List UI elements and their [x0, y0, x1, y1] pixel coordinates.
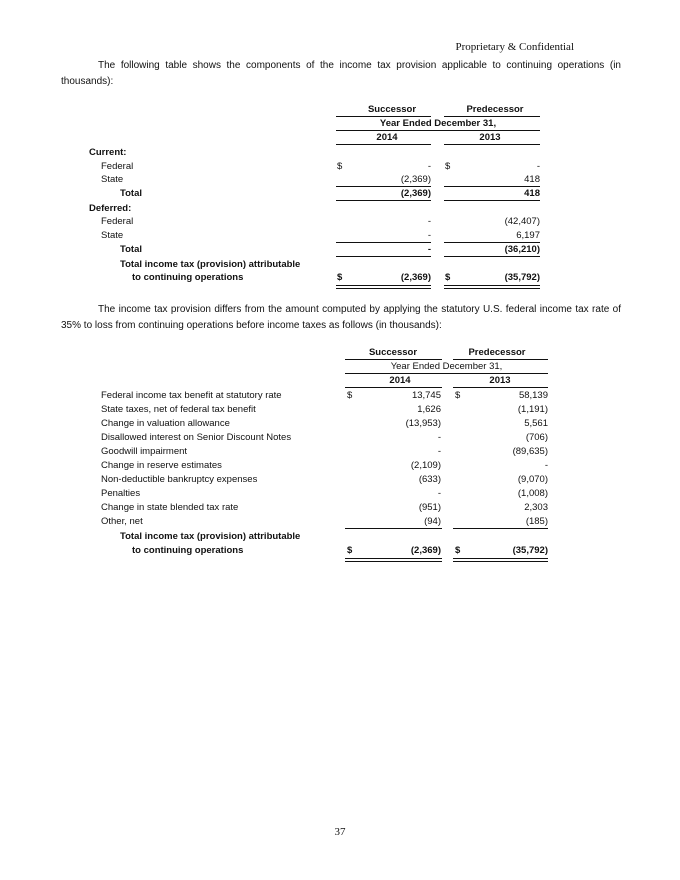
intro-paragraph-1: [61, 58, 621, 90]
row-label: Federal: [101, 161, 134, 172]
year-2014-header: 2014: [376, 132, 398, 143]
intro-text-2: The income tax provision differs from the amount computed by applying the statutory U.S. federal income tax rate of 35% to loss from continuing operations before income taxes as follows (in thousands):: [61, 304, 621, 331]
dollar-sign: $: [347, 545, 353, 556]
value-2014: (633): [418, 474, 441, 485]
row-label: Federal income tax benefit at statutory rate: [101, 390, 282, 401]
year-2014-header: 2014: [389, 375, 411, 386]
value-2014: (13,953): [405, 418, 441, 429]
row-label: Goodwill impairment: [101, 446, 188, 457]
row-label: Non-deductible bankruptcy expenses: [101, 474, 258, 485]
value-2014: -: [437, 446, 441, 457]
year-2013-header: 2013: [479, 132, 501, 143]
row-label: Total income tax (provision) attributable: [120, 531, 301, 542]
row-label: Penalties: [101, 488, 141, 499]
row-label: Change in state blended tax rate: [101, 502, 239, 513]
value-2013: (35,792): [504, 272, 540, 283]
value-2014: 1,626: [417, 404, 441, 415]
row-label: Change in reserve estimates: [101, 460, 222, 471]
value-2014: (2,369): [410, 545, 441, 556]
value-2013: 5,561: [524, 418, 548, 429]
intro-text-1: The following table shows the components of the income tax provision applicable to continuing operations (in thousands):: [61, 60, 621, 87]
value-2013: (185): [525, 516, 548, 527]
value-2014: (2,109): [410, 460, 441, 471]
value-2014: -: [437, 432, 441, 443]
value-2014: 13,745: [411, 390, 441, 401]
value-2013: (9,070): [517, 474, 548, 485]
dollar-sign: $: [455, 390, 461, 401]
row-label: Total income tax (provision) attributable: [120, 259, 301, 270]
successor-header: Successor: [367, 104, 417, 115]
value-2013: (42,407): [504, 216, 540, 227]
page-number: 37: [334, 826, 346, 838]
intro-paragraph-2: [61, 302, 621, 334]
dollar-sign: $: [445, 272, 451, 283]
value-2013: -: [536, 161, 540, 172]
value-2013: 418: [524, 174, 540, 185]
row-label: Change in valuation allowance: [101, 418, 230, 429]
dollar-sign: $: [455, 545, 461, 556]
value-2014: (94): [424, 516, 441, 527]
dollar-sign: $: [337, 161, 343, 172]
row-label: Federal: [101, 216, 134, 227]
dollar-sign: $: [445, 161, 451, 172]
row-label: Total: [120, 244, 142, 255]
value-2014: -: [427, 216, 431, 227]
value-2013: 2,303: [524, 502, 548, 513]
current-heading: Current:: [89, 147, 127, 158]
value-2013: -: [544, 460, 548, 471]
year-2013-header: 2013: [489, 375, 511, 386]
value-2013: (706): [525, 432, 548, 443]
value-2014: (2,369): [400, 188, 431, 199]
value-2013: (36,210): [504, 244, 540, 255]
dollar-sign: $: [347, 390, 353, 401]
value-2013: 58,139: [518, 390, 548, 401]
value-2014: (951): [418, 502, 441, 513]
value-2013: (89,635): [512, 446, 548, 457]
value-2013: (1,191): [517, 404, 548, 415]
deferred-heading: Deferred:: [89, 203, 132, 214]
value-2014: -: [427, 161, 431, 172]
value-2014: (2,369): [400, 174, 431, 185]
document-header: Proprietary & Confidential: [455, 41, 574, 53]
year-ended-header: Year Ended December 31,: [379, 118, 497, 129]
row-label: State: [101, 174, 124, 185]
value-2014: -: [437, 488, 441, 499]
value-2014: -: [427, 244, 431, 255]
dollar-sign: $: [337, 272, 343, 283]
year-ended-header: Year Ended December 31,: [390, 361, 503, 372]
row-label: Disallowed interest on Senior Discount Notes: [101, 432, 292, 443]
row-label: State: [101, 230, 124, 241]
row-label: Other, net: [101, 516, 143, 527]
row-label-cont: to continuing operations: [132, 545, 244, 556]
value-2014: (2,369): [400, 272, 431, 283]
row-label: State taxes, net of federal tax benefit: [101, 404, 256, 415]
row-label: Total: [120, 188, 142, 199]
value-2013: 418: [524, 188, 540, 199]
row-label-cont: to continuing operations: [132, 272, 244, 283]
value-2013: 6,197: [516, 230, 540, 241]
value-2013: (1,008): [517, 488, 548, 499]
successor-header: Successor: [368, 347, 418, 358]
predecessor-header: Predecessor: [468, 347, 526, 358]
value-2014: -: [427, 230, 431, 241]
value-2013: (35,792): [512, 545, 548, 556]
predecessor-header: Predecessor: [466, 104, 524, 115]
